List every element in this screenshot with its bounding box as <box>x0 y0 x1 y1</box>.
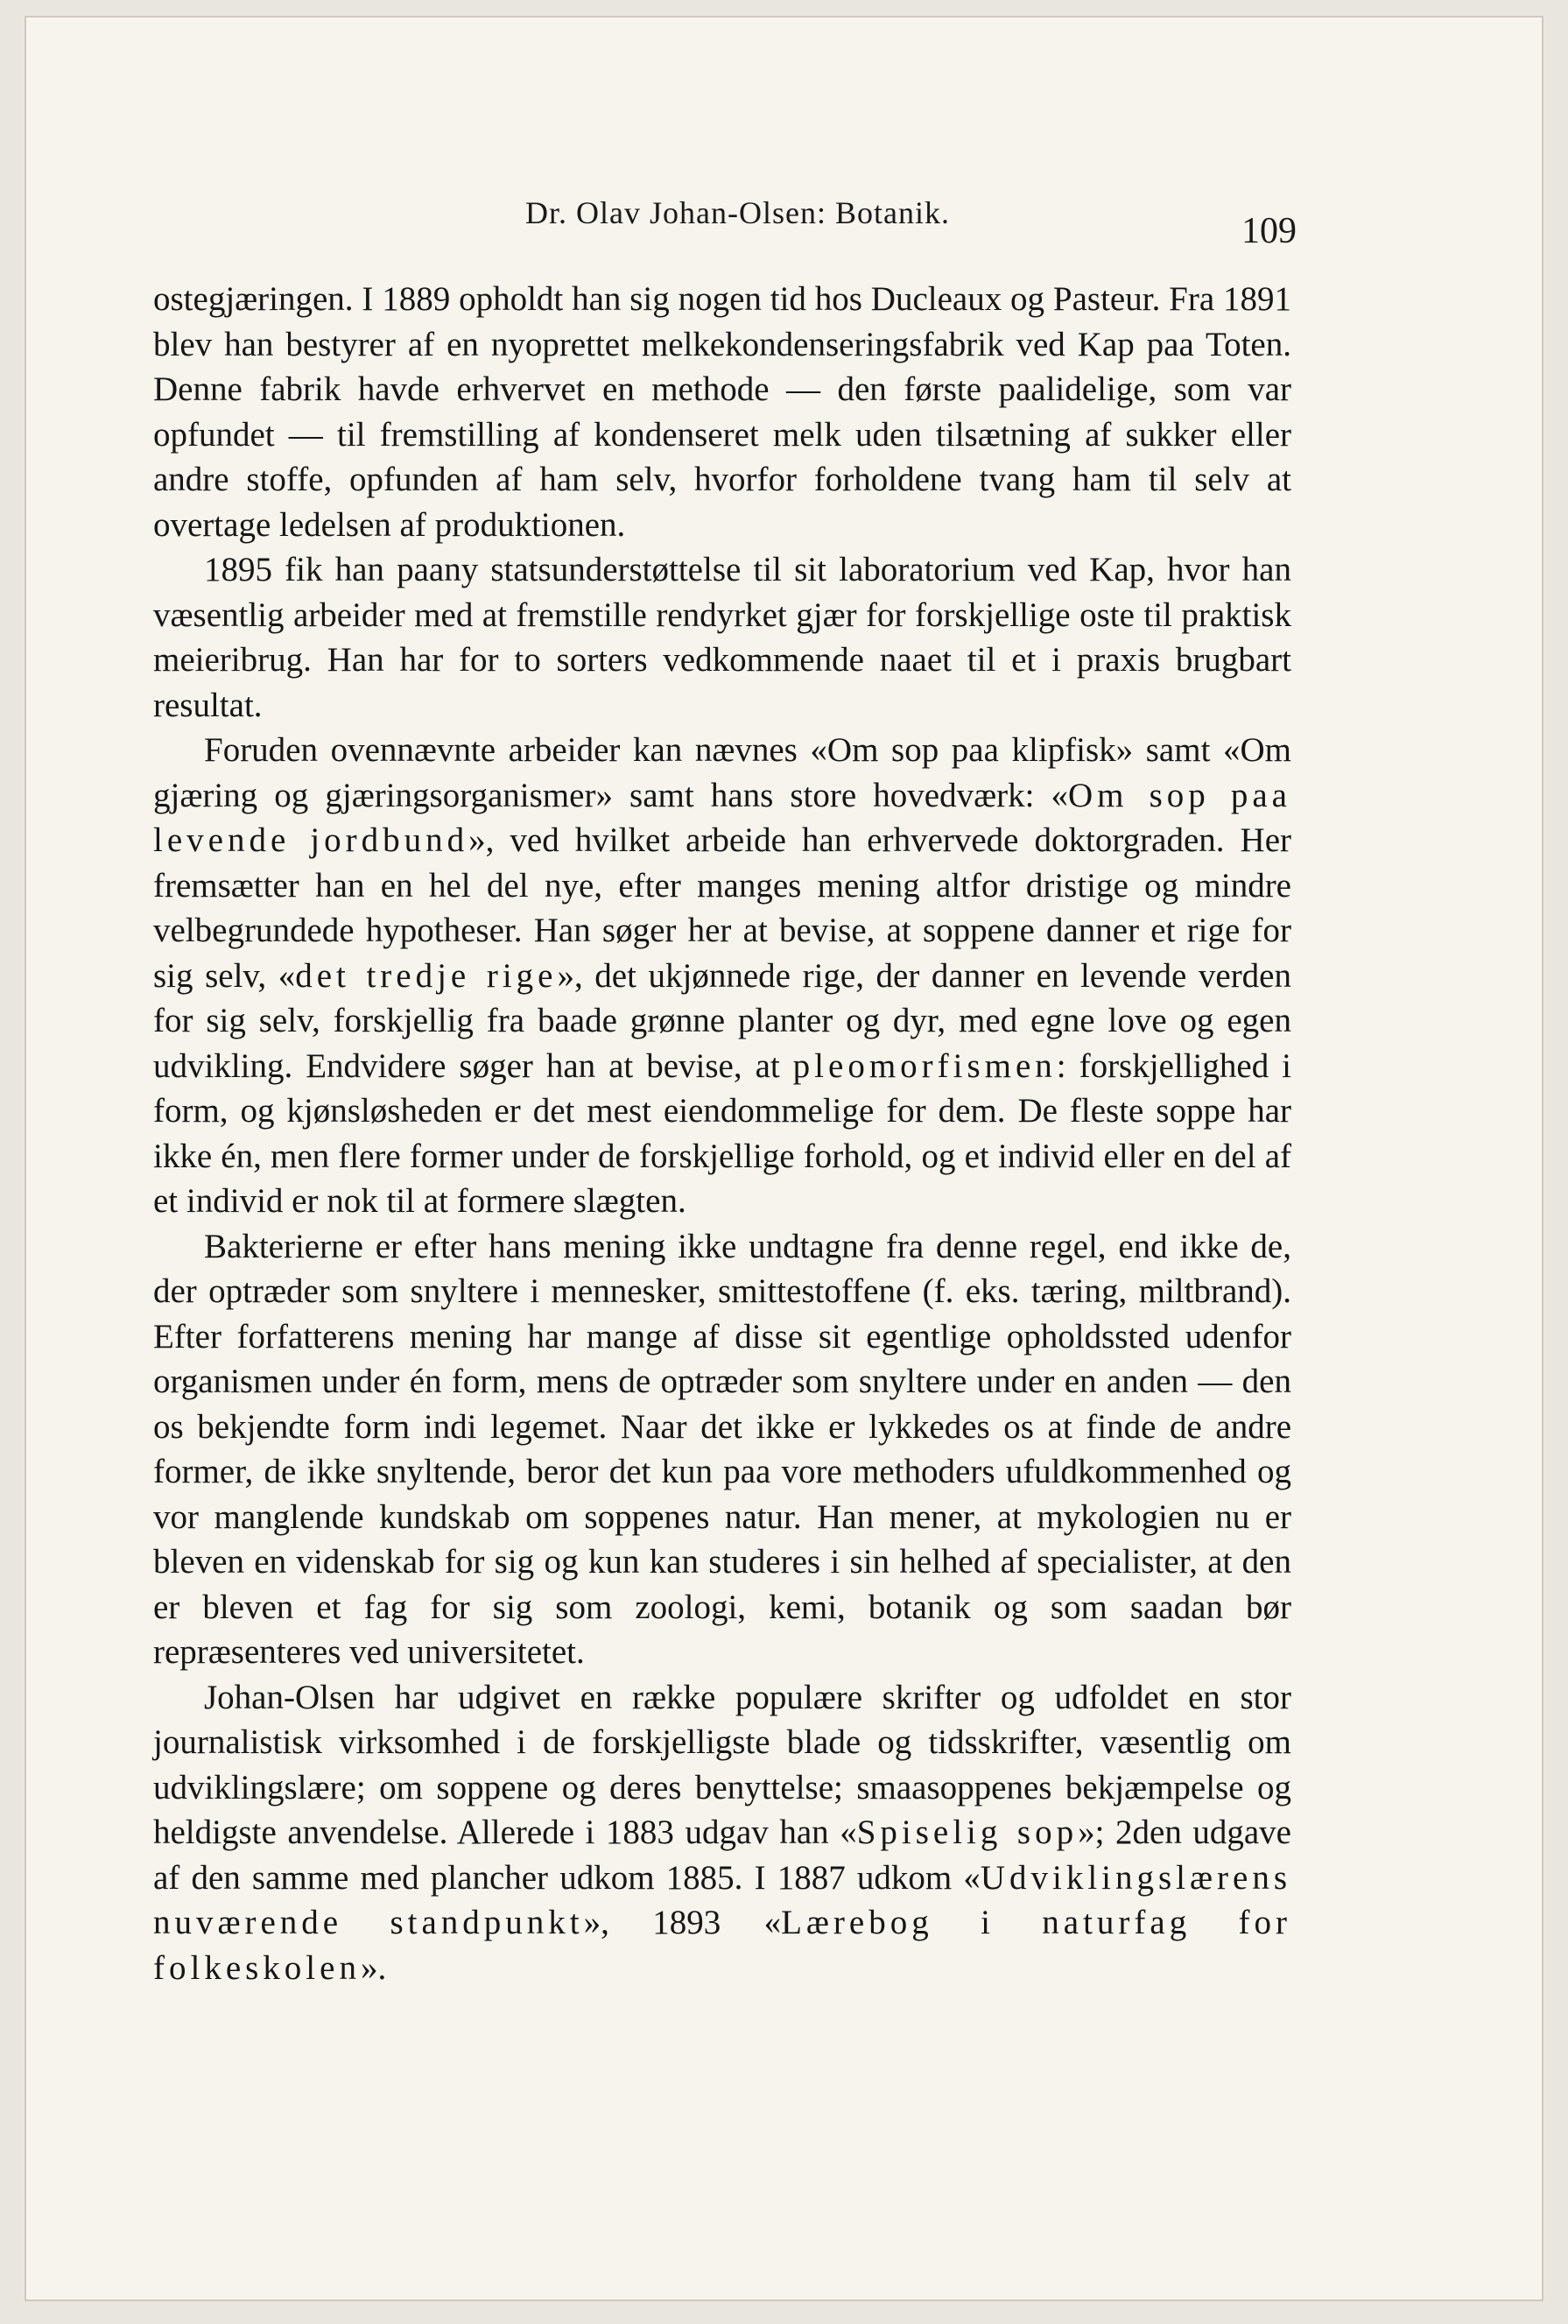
text-run: ostegjæringen. I 1889 opholdt han sig nogen tid hos Ducleaux og Pasteur. Fra 1891 blev han bestyrer af en nyoprettet melkekondenseringsfabrik ved Kap paa Toten. Denne fabrik havde erhvervet en methode — den første paalidelige, som var opfundet — til fremstilling af kondenseret melk uden tilsætning af sukker eller andre stoffe, opfunden af ham selv, hvorfor forholdene tvang ham til selv at overtage ledelsen af produktionen. <box>153 280 1291 544</box>
page-header <box>0 194 1568 251</box>
text-run: ». <box>360 1948 387 1987</box>
spaced-term: det tredje rige <box>295 956 558 995</box>
paragraph <box>153 277 1291 547</box>
paragraph <box>153 1224 1291 1675</box>
spaced-term: pleomorfismen <box>792 1046 1057 1085</box>
text-run: Bakterierne er efter hans mening ikke undtagne fra denne regel, end ikke de, der optræder som snyltere i mennesker, smittestoffene (f. eks. tæring, miltbrand). Efter forfatterens mening har mange af disse sit egentlige opholdssted udenfor organismen under én form, mens de optræder som snyltere under en anden — den os bekjendte form indi legemet. Naar det ikke er lykkedes os at finde de andre former, de ikke snyltende, beror det kun paa vore methoders ufuldkommenhed og vor manglende kundskab om soppenes natur. Han mener, at mykologien nu er bleven en videnskab for sig og kun kan studeres i sin helhed af specialister, at den er bleven et fag for sig som zoologi, kemi, botanik og som saadan bør repræsenteres ved universitetet. <box>153 1227 1291 1671</box>
text-run: », 1893 « <box>583 1904 782 1941</box>
spaced-title: Lærebog i naturfag for folkeskolen <box>153 1904 1292 1987</box>
text-run: : forskjellighed i form, og kjønsløsheden er det mest eiendommelige for dem. De fleste soppe har ikke én, men flere former under de forskjellige forhold, og et individ eller en del af et individ er nok til at formere slægten. <box>153 1046 1291 1220</box>
text-run: Johan-Olsen har udgivet en række populære skrifter og udfoldet en stor journalistisk virksomhed i de forskjelligste blade og tidsskrifter, væsentlig om udviklingslære; om soppene og deres benyttelse; smaasoppenes bekjæmpelse og heldigste anvendelse. Allerede i 1883 udgav han « <box>153 1678 1291 1851</box>
text-run: », det ukjønnede rige, der danner en levende verden for sig selv, forskjellig fra baade grønne planter og dyr, med egne love og egen udvikling. Endvidere søger han at bevise, at <box>153 956 1291 1085</box>
text-run: », ved hvilket arbeide han erhvervede doktorgraden. Her fremsætter han en hel del nye, efter manges mening altfor dristige og mindre velbegrundede hypotheser. Han søger her at bevise, at soppene danner et rige for sig selv, « <box>153 821 1292 995</box>
spaced-title: Udviklingslærens nuværende standpunkt <box>153 1858 1291 1941</box>
spaced-title: Om sop paa levende jordbund <box>153 776 1291 859</box>
text-run: Foruden ovennævnte arbeider kan nævnes «Om sop paa klipfisk» samt «Om gjæring og gjæringsorganismer» samt hans store hovedværk: « <box>153 731 1291 814</box>
paragraph <box>153 1675 1291 1991</box>
paragraph <box>153 728 1291 1224</box>
text-run: »; 2den udgave af den samme med plancher udkom 1885. I 1887 udkom « <box>153 1813 1291 1897</box>
text-run: 1895 fik han paany statsunderstøttelse til sit laboratorium ved Kap, hvor han væsentlig arbeider med at fremstille rendyrket gjær for forskjellige oste til praktisk meieribrug. Han har for to sorters vedkommende naaet til et i praxis brugbart resultat. <box>153 551 1291 724</box>
page-number: 109 <box>1241 211 1297 251</box>
running-head: Dr. Olav Johan-Olsen: Botanik. <box>525 195 950 230</box>
body-text <box>153 277 1291 1990</box>
spaced-title: Spiselig sop <box>856 1813 1079 1851</box>
paragraph <box>153 547 1291 728</box>
